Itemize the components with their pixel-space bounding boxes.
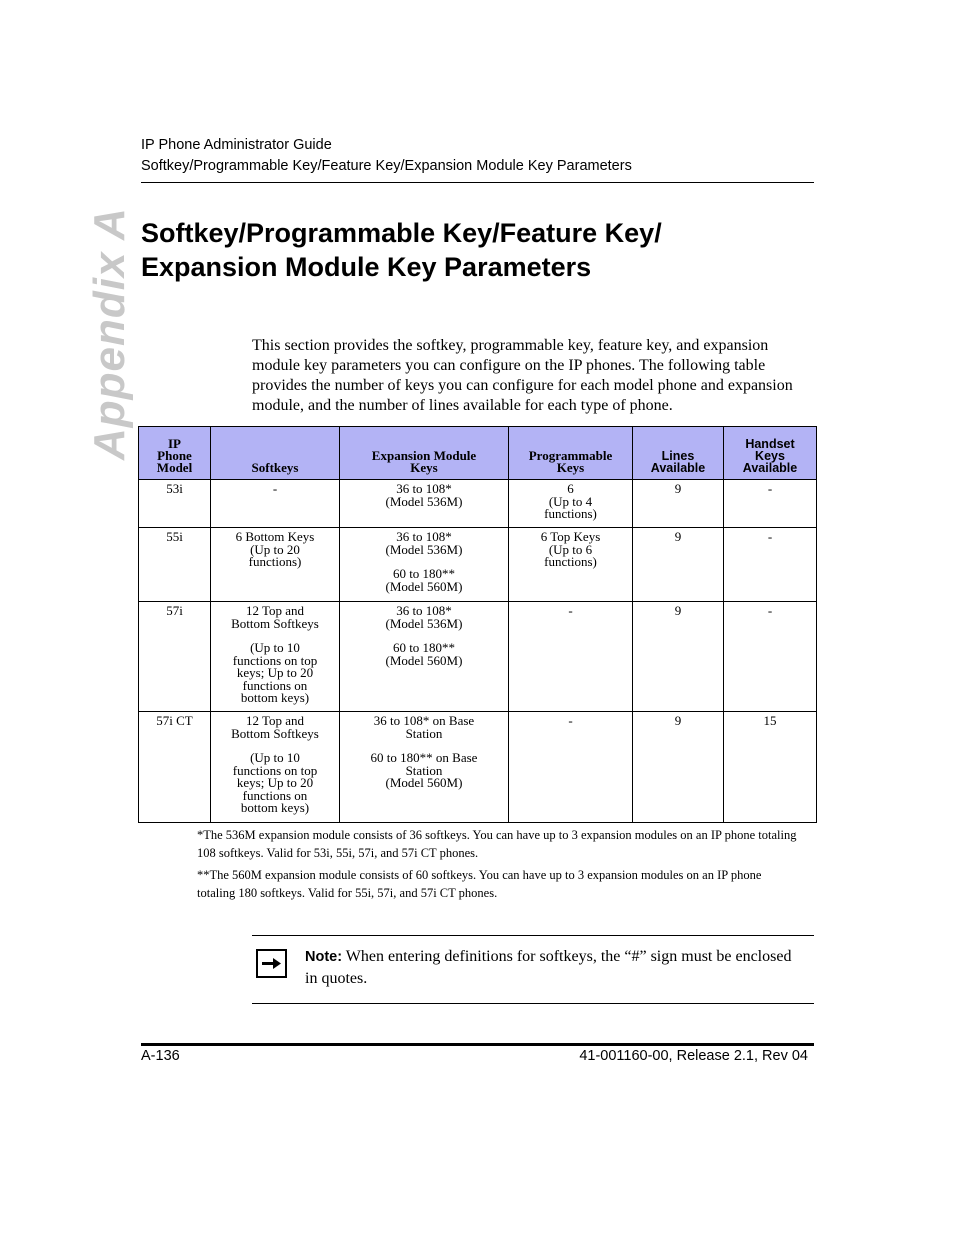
cell-expansion-module-keys (340, 528, 509, 602)
cell-text-line: - (767, 481, 773, 496)
table-row (139, 712, 817, 823)
cell-expansion-module-keys (340, 480, 509, 528)
page-number: A-136 (141, 1048, 180, 1064)
cell-text-line: functions on (242, 677, 308, 693)
table-row (139, 602, 817, 712)
header-text-line: Available (742, 461, 798, 475)
cell-text-line: keys; Up to 20 (236, 775, 314, 790)
cell-model (139, 528, 211, 602)
cell-expansion-module-keys (340, 712, 509, 823)
table-header-row (139, 427, 817, 480)
cell-text-line: - (568, 603, 573, 618)
cell-text-line: 36 to 108* (396, 481, 452, 496)
cell-text-line: functions on top (232, 762, 318, 778)
cell-handset-keys-available (724, 602, 817, 712)
cell-text-line: (Model 536M) (385, 541, 463, 557)
header-text-line: Expansion Module (371, 448, 477, 463)
page-title (141, 216, 801, 284)
header-expansion-module-keys (340, 427, 509, 480)
cell-text-line: - (767, 603, 773, 618)
intro-paragraph: This section provides the softkey, programmable key, feature key, and expansion module key parameters you can configure on the IP phones. The following table provides the number of keys you can configure for each model phone and expansion module, and the number of lines available for each type of phone. (252, 337, 793, 414)
cell-text-line: functions) (248, 554, 302, 569)
cell-text-line: functions on (242, 787, 308, 803)
cell-text-line: 9 (674, 603, 682, 618)
cell-text-line: (Up to 6 (548, 541, 593, 557)
page-title-line-2: Expansion Module Key Parameters (141, 252, 592, 282)
header-text-line: Programmable (528, 448, 613, 463)
cell-text-line: 60 to 180** on Base (370, 750, 478, 765)
cell-model (139, 480, 211, 528)
cell-text-line: 6 Bottom Keys (235, 529, 315, 544)
cell-text-line: 9 (674, 713, 682, 728)
cell-text-line: - (568, 713, 573, 728)
table-row (139, 528, 817, 602)
footnote-560m: **The 560M expansion module consists of 60 softkeys. You can have up to 3 expansion modules on an IP phone totaling 180 softkeys. Valid for 55i, 57i, and 57i CT phones. (197, 868, 762, 900)
header-ip-phone-model (139, 427, 211, 480)
table-row (139, 480, 817, 528)
cell-text-line: 12 Top and (245, 713, 305, 728)
cell-lines-available (633, 528, 724, 602)
cell-text-line: 9 (674, 481, 682, 496)
cell-text-line: Station (405, 725, 443, 741)
cell-programmable-keys (509, 528, 633, 602)
cell-text-line: Bottom Softkeys (231, 725, 319, 741)
cell-text-line: - (272, 481, 278, 496)
cell-text-line: (Model 560M) (385, 775, 463, 790)
header-text-line: Keys (556, 460, 585, 475)
note-top-rule (252, 935, 814, 936)
key-parameters-table (138, 426, 817, 823)
cell-text-line: 53i (166, 481, 183, 496)
cell-text-line: 9 (674, 529, 682, 544)
header-text-line: Keys (410, 460, 438, 475)
cell-text-line: Station (405, 762, 443, 778)
cell-text-line: functions) (544, 554, 597, 569)
cell-text-line: functions on top (232, 652, 318, 668)
cell-text-line: 6 (567, 481, 574, 496)
cell-model (139, 602, 211, 712)
header-programmable-keys (509, 427, 633, 480)
header-softkeys (211, 427, 340, 480)
cell-text-line: 57i (166, 603, 183, 618)
cell-text-line: 36 to 108* (396, 529, 452, 544)
cell-lines-available (633, 602, 724, 712)
header-text-line: Phone (157, 448, 192, 463)
cell-text-line: 57i CT (156, 713, 193, 728)
cell-softkeys (211, 480, 340, 528)
running-header-section-title: Softkey/Programmable Key/Feature Key/Expansion Module Key Parameters (141, 158, 632, 174)
header-text-line: Softkeys (251, 460, 299, 475)
cell-text-line: keys; Up to 20 (236, 665, 314, 680)
cell-text-line: (Up to 4 (548, 493, 593, 509)
note-label: Note: (305, 949, 343, 965)
note-body: When entering definitions for softkeys, the “#” sign must be enclosed in quotes. (305, 948, 792, 987)
cell-lines-available (633, 480, 724, 528)
header-lines-available (633, 427, 724, 480)
cell-lines-available (633, 712, 724, 823)
cell-text-line: (Model 536M) (385, 615, 463, 631)
header-text-line: Lines (661, 449, 695, 463)
cell-text-line: 60 to 180** (392, 640, 456, 655)
cell-text-line: 60 to 180** (392, 566, 456, 581)
page-title-line-1: Softkey/Programmable Key/Feature Key/ (141, 218, 662, 248)
appendix-side-label: Appendix A (85, 207, 134, 460)
header-divider (141, 182, 814, 183)
cell-text-line: bottom keys) (240, 690, 310, 705)
cell-text-line: 36 to 108* (396, 603, 452, 618)
cell-text-line: bottom keys) (240, 800, 310, 815)
header-text-line: IP (168, 436, 181, 451)
cell-handset-keys-available (724, 712, 817, 823)
footnote-536m: *The 536M expansion module consists of 36 softkeys. You can have up to 3 expansion modules on an IP phone totaling 108 softkeys. Valid for 53i, 55i, 57i, and 57i CT phones. (197, 828, 797, 860)
cell-text-line: 36 to 108* on Base (373, 713, 475, 728)
cell-programmable-keys (509, 480, 633, 528)
cell-text-line: (Model 536M) (385, 493, 463, 509)
cell-text-line: (Up to 10 (250, 750, 300, 765)
document-id: 41-001160-00, Release 2.1, Rev 04 (579, 1048, 808, 1064)
cell-programmable-keys (509, 602, 633, 712)
cell-softkeys (211, 712, 340, 823)
cell-text-line: Bottom Softkeys (231, 615, 319, 631)
cell-softkeys (211, 602, 340, 712)
cell-handset-keys-available (724, 480, 817, 528)
cell-model (139, 712, 211, 823)
arrow-right-icon (256, 949, 287, 978)
cell-softkeys (211, 528, 340, 602)
cell-text-line: (Up to 10 (250, 640, 300, 655)
cell-text-line: functions) (544, 506, 597, 521)
cell-text-line: 12 Top and (245, 603, 305, 618)
header-text-line: Keys (755, 449, 785, 463)
cell-text-line: (Model 560M) (385, 652, 463, 668)
cell-text-line: 15 (763, 713, 777, 728)
note-text (305, 946, 805, 989)
cell-programmable-keys (509, 712, 633, 823)
running-header-guide-title: IP Phone Administrator Guide (141, 137, 332, 153)
cell-text-line: - (767, 529, 773, 544)
table-body (139, 480, 817, 823)
cell-text-line: (Model 560M) (385, 578, 463, 594)
cell-text-line: 6 Top Keys (540, 529, 601, 544)
cell-handset-keys-available (724, 528, 817, 602)
header-text-line: Available (650, 461, 706, 475)
note-bottom-rule (252, 1003, 814, 1004)
footer-divider (141, 1043, 814, 1046)
header-text-line: Handset (745, 437, 795, 451)
header-text-line: Model (156, 460, 193, 475)
cell-text-line: 55i (166, 529, 183, 544)
cell-expansion-module-keys (340, 602, 509, 712)
header-handset-keys-available (724, 427, 817, 480)
cell-text-line: (Up to 20 (250, 541, 300, 557)
